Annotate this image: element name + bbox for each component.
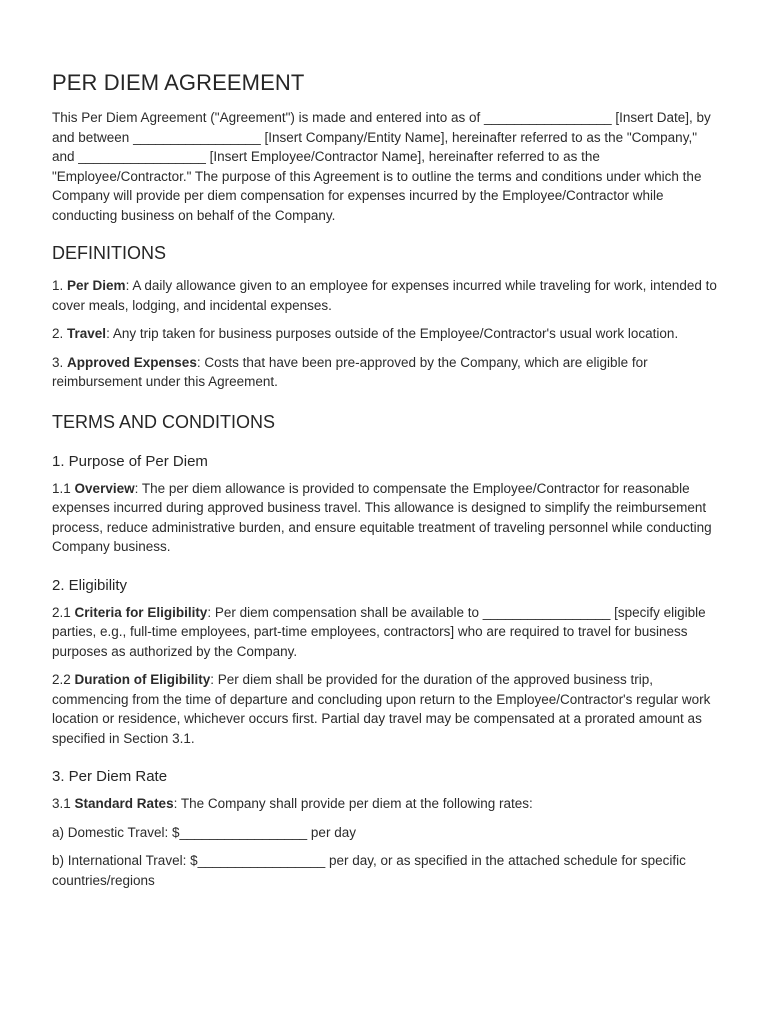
clause-item: 1.1 Overview: The per diem allowance is provided to compensate the Employee/Contractor for reasonable expenses incurred during approved business travel. This allowance is designed to simplify the reimbursement process, reduce administrative burden, and ensure equitable treatment of traveling personnel while conducting Company business. bbox=[52, 480, 712, 554]
rate-line-domestic: a) Domestic Travel: $_________________ per day bbox=[52, 824, 356, 840]
section-heading-eligibility: 2. Eligibility bbox=[52, 576, 128, 594]
clause-term: Standard Rates bbox=[74, 796, 174, 811]
definition-item: 3. Approved Expenses: Costs that have been pre-approved by the Company, which are eligible for reimbursement under this Agreement. bbox=[52, 354, 648, 389]
section-heading-purpose: 1. Purpose of Per Diem bbox=[52, 452, 208, 470]
definition-item: 1. Per Diem: A daily allowance given to an employee for expenses incurred while traveling for work, intended to cover meals, lodging, and incidental expenses. bbox=[52, 278, 717, 313]
definition-term: Approved Expenses bbox=[67, 354, 197, 370]
intro-paragraph: This Per Diem Agreement ("Agreement") is made and entered into as of _________________ [Insert Date], by and between _________________ [Insert Company/Entity Name], hereinafter referred to as the "Company," and _________________ [Insert Employee/Contractor Name], hereinafter referred to as the "Employee/Contractor." The purpose of this Agreement is to outline the terms and conditions under which the Company will provide per diem compensation for expenses incurred by the Employee/Contractor while conducting business on behalf of the Company. bbox=[52, 110, 711, 223]
document-title: PER DIEM AGREEMENT bbox=[52, 70, 305, 95]
clause-item: 3.1 Standard Rates: The Company shall provide per diem at the following rates: bbox=[52, 796, 533, 811]
definition-item: 2. Travel: Any trip taken for business purposes outside of the Employee/Contractor's usual work location. bbox=[52, 326, 679, 341]
clause-term: Duration of Eligibility bbox=[74, 672, 211, 687]
clause-term: Criteria for Eligibility bbox=[74, 604, 208, 620]
definition-term: Per Diem bbox=[67, 278, 126, 293]
terms-heading: TERMS AND CONDITIONS bbox=[52, 411, 276, 432]
clause-term: Overview bbox=[74, 480, 135, 496]
clause-item: 2.1 Criteria for Eligibility: Per diem compensation shall be available to _________________ [specify eligible parties, e.g., full-time employees, part-time employees, contractors] who are required to travel for business purposes as authorized by the Company. bbox=[52, 604, 706, 659]
rate-line-international: b) International Travel: $_________________ per day, or as specified in the attached schedule for specific countries/regions bbox=[52, 853, 686, 888]
clause-item: 2.2 Duration of Eligibility: Per diem shall be provided for the duration of the approved business trip, commencing from the time of departure and concluding upon return to the Employee/Contractor's regular work location or residence, whichever occurs first. Partial day travel may be compensated at a prorated amount as specified in Section 3.1. bbox=[52, 672, 711, 746]
section-heading-rate: 3. Per Diem Rate bbox=[52, 768, 168, 785]
definition-term: Travel bbox=[67, 326, 107, 341]
definitions-heading: DEFINITIONS bbox=[52, 243, 167, 263]
